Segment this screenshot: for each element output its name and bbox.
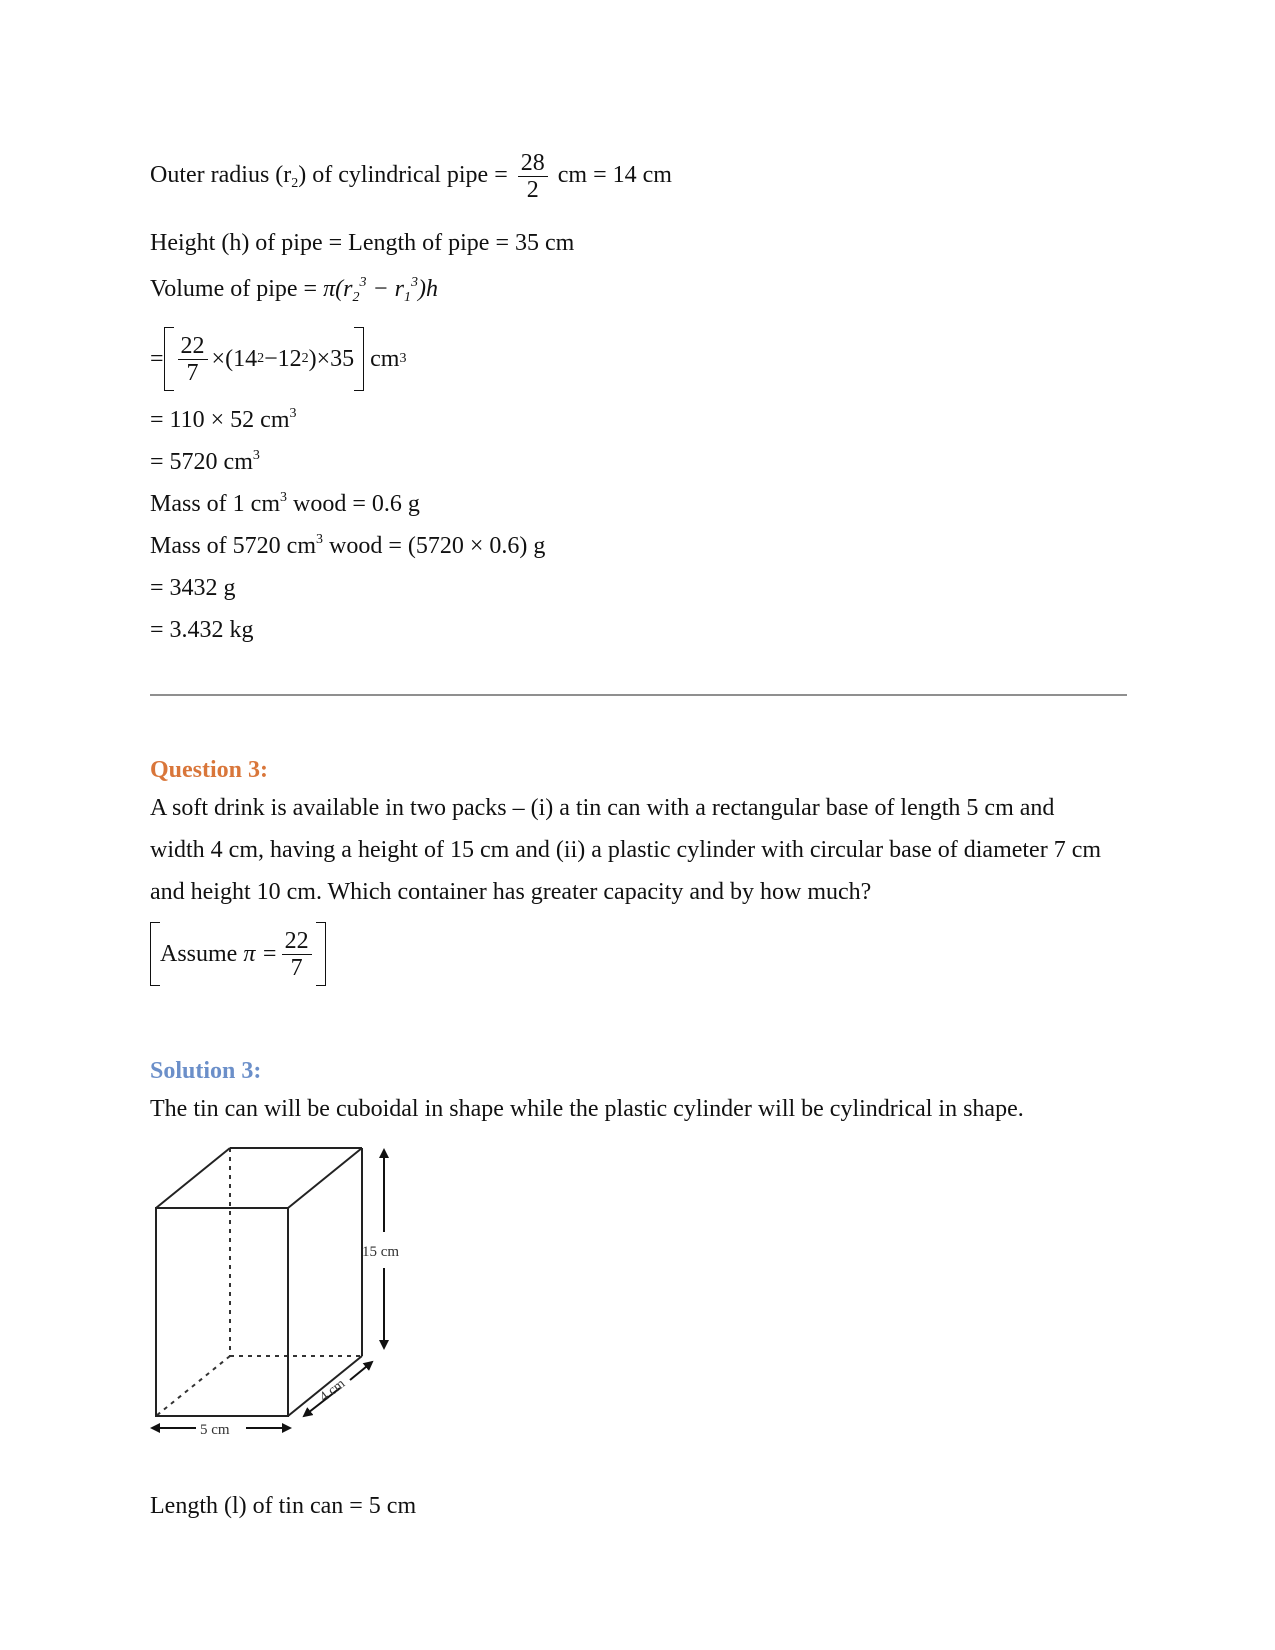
width-label: 4 cm bbox=[317, 1376, 349, 1406]
assume-label: Assume bbox=[160, 941, 238, 967]
step-1 bbox=[150, 405, 297, 435]
right-bracket bbox=[316, 922, 326, 986]
fraction-denominator: 7 bbox=[186, 359, 199, 386]
step-4: = 3.432 kg bbox=[150, 617, 254, 643]
volume-formula-line bbox=[150, 274, 438, 304]
calc-part: ×(14 bbox=[211, 346, 258, 372]
mass-1-text-end: wood = 0.6 g bbox=[286, 491, 420, 517]
fraction-numerator: 22 bbox=[282, 928, 312, 955]
hidden-edge bbox=[156, 1356, 230, 1416]
pi-symbol: π = bbox=[243, 941, 278, 967]
width-arrow-up bbox=[350, 1362, 372, 1380]
section-divider bbox=[150, 694, 1127, 696]
mass-2-text: Mass of 5720 cm bbox=[150, 533, 316, 559]
formula-part: − r bbox=[366, 276, 404, 302]
question-heading: Question 3: bbox=[150, 757, 269, 783]
step-1-exponent: 3 bbox=[289, 406, 297, 421]
solution-heading: Solution 3: bbox=[150, 1058, 262, 1084]
equals-sign: = bbox=[150, 346, 164, 372]
outer-radius-label: Outer radius (r bbox=[150, 162, 292, 189]
assume-line bbox=[150, 922, 326, 986]
mass-1-exponent: 3 bbox=[279, 490, 287, 505]
formula-exponent: 3 bbox=[411, 275, 418, 290]
front-face bbox=[156, 1208, 288, 1416]
calc-part: −12 bbox=[264, 346, 302, 372]
assume-fraction bbox=[282, 928, 312, 981]
volume-calc-line bbox=[150, 327, 406, 391]
formula-part: )h bbox=[418, 276, 438, 302]
assume-expression bbox=[150, 922, 326, 986]
top-right-edge bbox=[288, 1148, 362, 1208]
question-text: A soft drink is available in two packs – (i) a tin can with a rectangular base of length 5 cm and width 4 cm, having a height of 15 cm and (ii) a plastic cylinder with circular base of diameter 7 cm and height 10 cm. Which container has greater capacity and by how much? bbox=[150, 795, 1102, 905]
outer-radius-subscript: 2 bbox=[291, 176, 299, 192]
bottom-right-edge bbox=[288, 1356, 362, 1416]
step-2 bbox=[150, 447, 260, 477]
mass-1-text: Mass of 1 cm bbox=[150, 491, 280, 517]
outer-radius-fraction bbox=[518, 150, 548, 203]
solution-text: The tin can will be cuboidal in shape while the plastic cylinder will be cylindrical in shape. bbox=[150, 1096, 1024, 1122]
fraction-denominator: 2 bbox=[526, 177, 539, 203]
mass-2-exponent: 3 bbox=[315, 532, 323, 547]
formula-subscript: 2 bbox=[352, 290, 360, 305]
volume-formula-expression bbox=[323, 275, 438, 305]
step-2-text: = 5720 cm bbox=[150, 449, 253, 475]
pi-symbol: π bbox=[323, 276, 336, 302]
mass-2-text-end: wood = (5720 × 0.6) g bbox=[322, 533, 546, 559]
formula-subscript: 1 bbox=[404, 290, 411, 305]
left-bracket bbox=[150, 922, 160, 986]
fraction-denominator: 7 bbox=[290, 954, 303, 981]
top-left-edge bbox=[156, 1148, 230, 1208]
step-3: = 3432 g bbox=[150, 575, 236, 601]
outer-radius-label-end: ) of cylindrical pipe = bbox=[298, 162, 508, 189]
formula-part: (r bbox=[335, 276, 353, 302]
calc-unit: cm bbox=[370, 346, 400, 372]
mass-line-1 bbox=[150, 489, 420, 519]
volume-calc-expression: = $\frac{22}{7}$ ×(14 2 −12 2 )×35 cm 3 bbox=[150, 327, 406, 391]
length-line: Length (l) of tin can = 5 cm bbox=[150, 1493, 417, 1519]
left-bracket bbox=[164, 327, 174, 391]
calc-part: )×35 bbox=[308, 346, 355, 372]
step-1-text: = 110 × 52 cm bbox=[150, 407, 290, 433]
step-2-exponent: 3 bbox=[252, 448, 260, 463]
mass-line-2 bbox=[150, 531, 545, 561]
height-label: 15 cm bbox=[362, 1244, 400, 1260]
outer-radius-line bbox=[150, 150, 672, 203]
volume-formula-label: Volume of pipe = bbox=[150, 276, 318, 302]
right-bracket bbox=[354, 327, 364, 391]
fraction-numerator: 28 bbox=[518, 150, 548, 177]
length-label: 5 cm bbox=[200, 1422, 230, 1438]
cuboid-figure bbox=[150, 1140, 430, 1440]
height-line: Height (h) of pipe = Length of pipe = 35 cm bbox=[150, 230, 575, 256]
fraction-numerator: 22 bbox=[178, 333, 208, 360]
pi-fraction bbox=[178, 333, 208, 386]
formula-exponent: 3 bbox=[359, 275, 367, 290]
outer-radius-result: cm = 14 cm bbox=[557, 162, 672, 189]
